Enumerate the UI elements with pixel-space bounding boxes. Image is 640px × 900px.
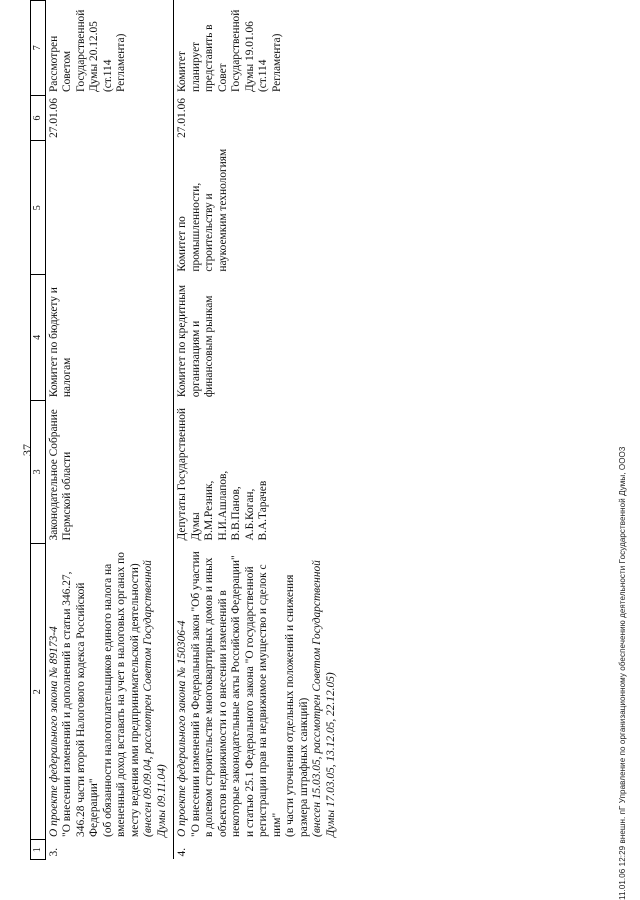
bill-reference: О проекте федерального закона № 150306-4 [176,620,188,837]
bill-note: (внесен 09.09.04, рассмотрен Советом Государственной Думы 09.11.04) [142,560,168,837]
responsible-committee: Комитет по кредитным организациям и финансовым рынкам [174,275,343,401]
planned-date: 27.01.06 [174,95,343,141]
bill-description: "О внесении изменений и дополнений в статьи 346.27, 346.28 части второй Налогового кодекса Российской Федерации" (об обязанности налогоплательщиков единого налога на вмененный доход вставать на учет в налоговых органах по месту ведения ими предпринимательской деятельности) [61,552,141,837]
row-number: 4. [174,840,343,860]
header-col-2: 2 [31,544,46,840]
header-col-5: 5 [31,141,46,275]
initiator: Депутаты Государственной Думы В.М.Резник, Н.И.Ашлапов, В.В.Панов, А.Б.Коган, В.А.Тарачев [174,400,343,543]
header-col-4: 4 [31,275,46,401]
co-committee [45,141,174,275]
bill-description: "О внесении изменений в Федеральный закон "Об участии в долевом строительстве многоквартирных домов и иных объектов недвижимости и о внесении изменений в некоторые законодательные акты Российской Федерации" и статью 25.1 Федерального закона "О государственной регистрации прав на недвижимое имущество и сделок с ним" (в части уточнения отдельных положений и снижения размера штрафных санкций) [189,551,310,837]
planned-date: 27.01.06 [45,95,174,141]
header-row [31,1,46,860]
bills-table [30,0,342,860]
header-col-3: 3 [31,400,46,543]
table-row [174,1,343,860]
bill-subject [45,544,174,840]
status: Комитет планирует представить в Совет Государственной Думы 19.01.06 (ст.114 Регламента) [174,1,343,96]
initiator: Законодательное Собрание Пермской области [45,400,174,543]
page-number: 37 [20,444,34,456]
bill-subject [174,544,343,840]
header-col-7: 7 [31,1,46,96]
bill-reference: О проекте федерального закона № 89173-4 [47,626,60,837]
page-footer: 11.01.06 12:29 внешн. пГ Управление по организационному обеспечению деятельности Государственной Думы, ООО3 [618,446,627,900]
responsible-committee: Комитет по бюджету и налогам [45,275,174,401]
bill-note: (внесен 15.03.05, рассмотрен Советом Государственной Думы 17.03.05, 13.12.05, 22.12.05) [311,560,337,837]
status: Рассмотрен Советом Государственной Думы 20.12.05 (ст.114 Регламента) [45,1,174,96]
co-committee: Комитет по промышленности, строительству и наукоемким технологиям [174,141,343,275]
row-number: 3. [45,840,174,860]
header-col-1: 1 [31,840,46,860]
table-row [45,1,174,860]
header-col-6: 6 [31,95,46,141]
